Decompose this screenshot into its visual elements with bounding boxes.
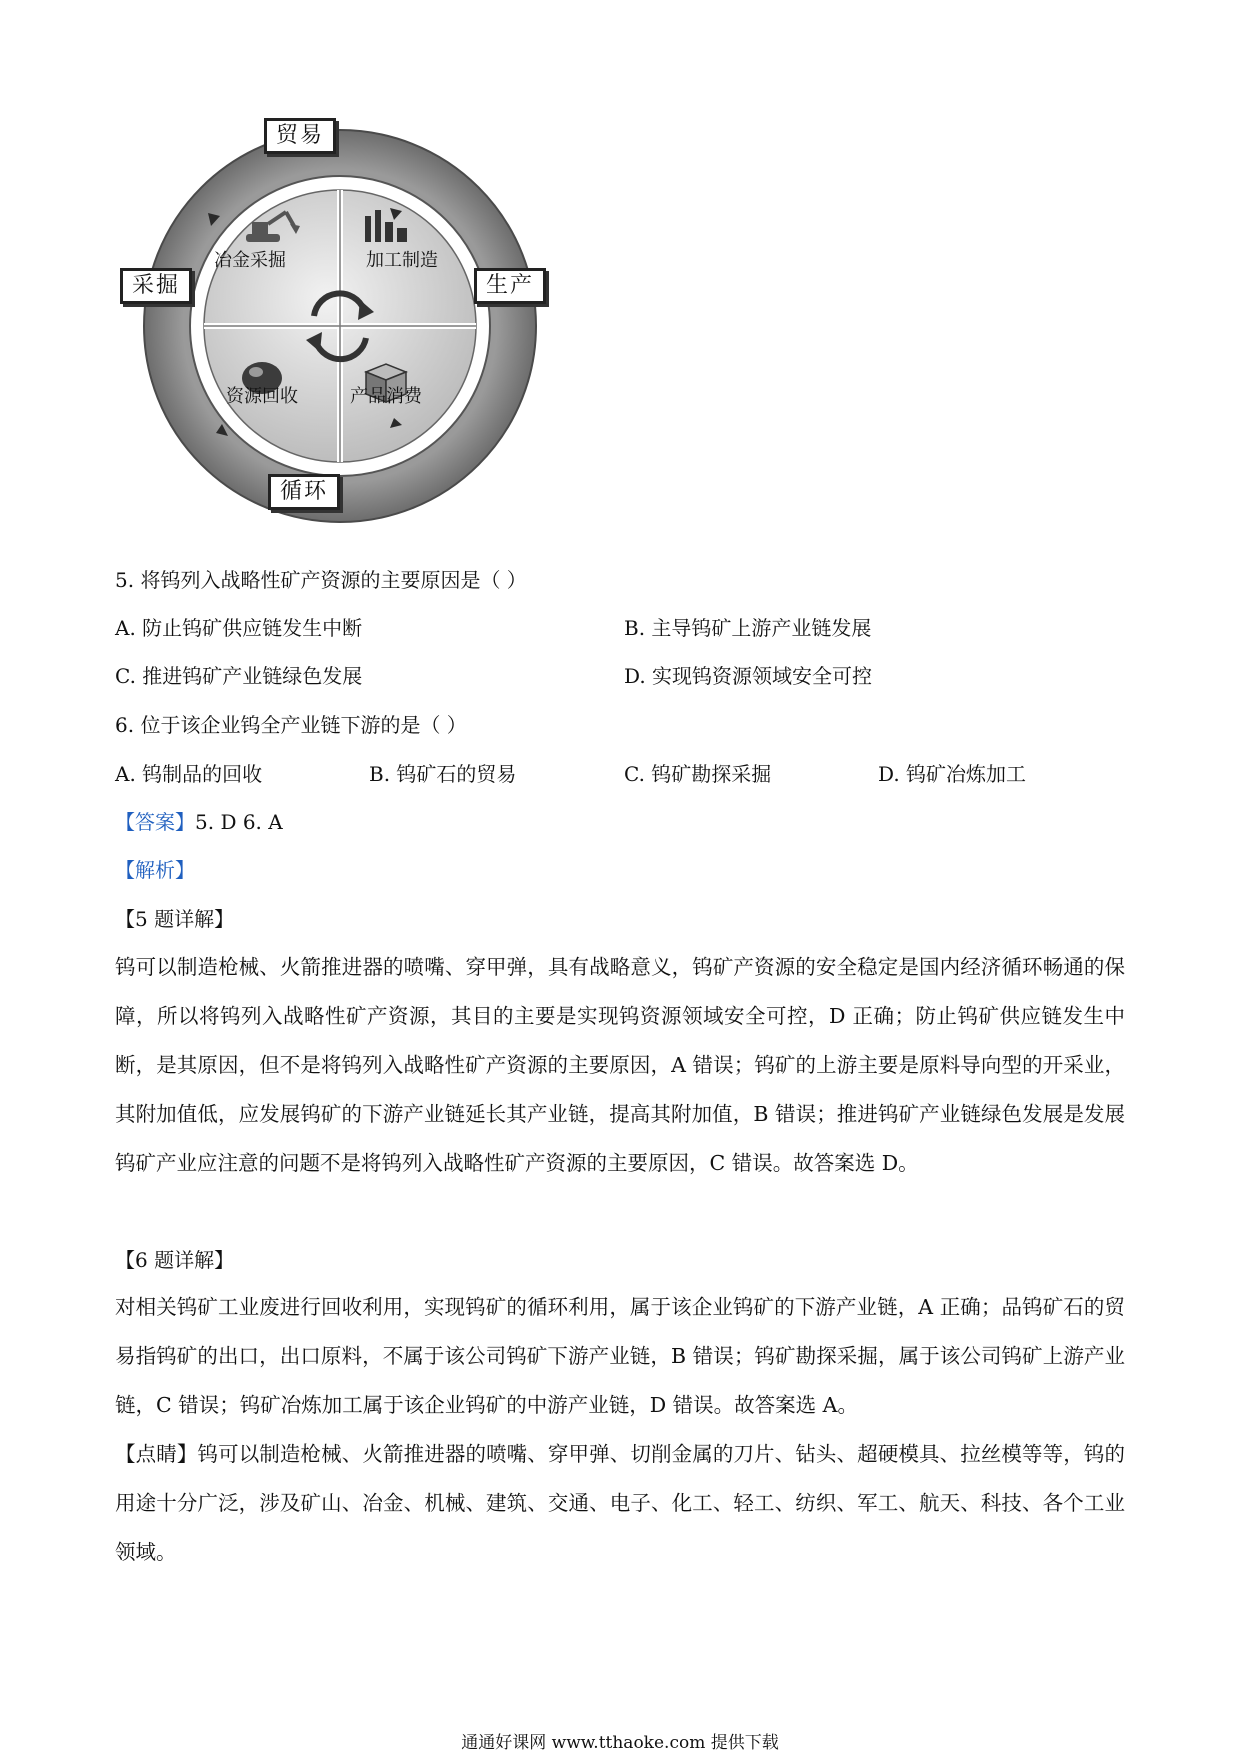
footer: 通通好课网 www.tthaoke.com 提供下载 <box>461 1733 779 1753</box>
detail-6-tag: 【6 题详解】 <box>115 1248 235 1272</box>
comment-text: 钨可以制造枪械、火箭推进器的喷嘴、穿甲弹、切削金属的刀片、钻头、超硬模具、拉丝模等等，钨的用途十分广泛，涉及矿山、冶金、机械、建筑、交通、电子、化工、轻工、纺织、军工、航天、科技、各个工业领域。 <box>115 1442 1126 1564</box>
question-5-option-b: B. 主导钨矿上游产业链发展 <box>624 616 872 640</box>
question-6-option-b: B. 钨矿石的贸易 <box>369 762 517 786</box>
question-5-stem: 5. 将钨列入战略性矿产资源的主要原因是（ ） <box>115 568 527 592</box>
comment-paragraph <box>115 1430 1125 1577</box>
detail-5-text: 钨可以制造枪械、火箭推进器的喷嘴、穿甲弹，具有战略意义，钨矿产资源的安全稳定是国内经济循环畅通的保障，所以将钨列入战略性矿产资源，其目的主要是实现钨资源领域安全可控，D 正确；防止钨矿供应链发生中断，是其原因，但不是将钨列入战略性矿产资源的主要原因，A 错误；钨矿的上游主要是原料导向型的开采业，其附加值低，应发展钨矿的下游产业链延长其产业链，提高其附加值，B 错误；推进钨矿产业链绿色发展是发展钨矿产业应注意的问题不是将钨列入战略性矿产资源的主要原因，C 错误。故答案选 D。 <box>115 955 1125 1175</box>
question-6-option-d: D. 钨矿冶炼加工 <box>878 762 1027 786</box>
quadrant-label-smelting: 冶金采掘 <box>214 250 286 271</box>
ring-label-cycle: 循环 <box>268 474 340 510</box>
answer-tag: 【答案】 <box>115 810 195 834</box>
analysis-tag: 【解析】 <box>115 858 195 882</box>
comment-tag: 【点睛】 <box>115 1442 198 1466</box>
ring-label-production: 生产 <box>474 268 546 304</box>
detail-6-text: 对相关钨矿工业废进行回收利用，实现钨矿的循环利用，属于该企业钨矿的下游产业链，A 正确；品钨矿石的贸易指钨矿的出口，出口原料，不属于该公司钨矿下游产业链，B 错误；钨矿勘探采掘，属于该公司钨矿上游产业链，C 错误；钨矿冶炼加工属于该企业钨矿的中游产业链，D 错误。故答案选 A。 <box>115 1295 1125 1417</box>
ring-label-trade: 贸易 <box>264 118 336 154</box>
cycle-diagram-graphic <box>128 128 580 536</box>
answer-line <box>115 808 283 836</box>
question-6-option-c: C. 钨矿勘探采掘 <box>624 762 772 786</box>
quadrant-label-recycling: 资源回收 <box>226 386 298 407</box>
question-6-option-a: A. 钨制品的回收 <box>115 762 263 786</box>
industry-chain-diagram <box>128 123 580 536</box>
question-5-option-c: C. 推进钨矿产业链绿色发展 <box>115 664 363 688</box>
quadrant-label-consumption: 产品消费 <box>350 386 422 407</box>
quadrant-label-processing: 加工制造 <box>366 250 438 271</box>
detail-5-tag: 【5 题详解】 <box>115 907 235 931</box>
ring-label-mining: 采掘 <box>120 268 192 304</box>
answer-text: 5. D 6. A <box>195 810 283 834</box>
question-5-option-d: D. 实现钨资源领域安全可控 <box>624 664 873 688</box>
question-6-stem: 6. 位于该企业钨全产业链下游的是（ ） <box>115 713 467 737</box>
question-5-option-a: A. 防止钨矿供应链发生中断 <box>115 616 363 640</box>
